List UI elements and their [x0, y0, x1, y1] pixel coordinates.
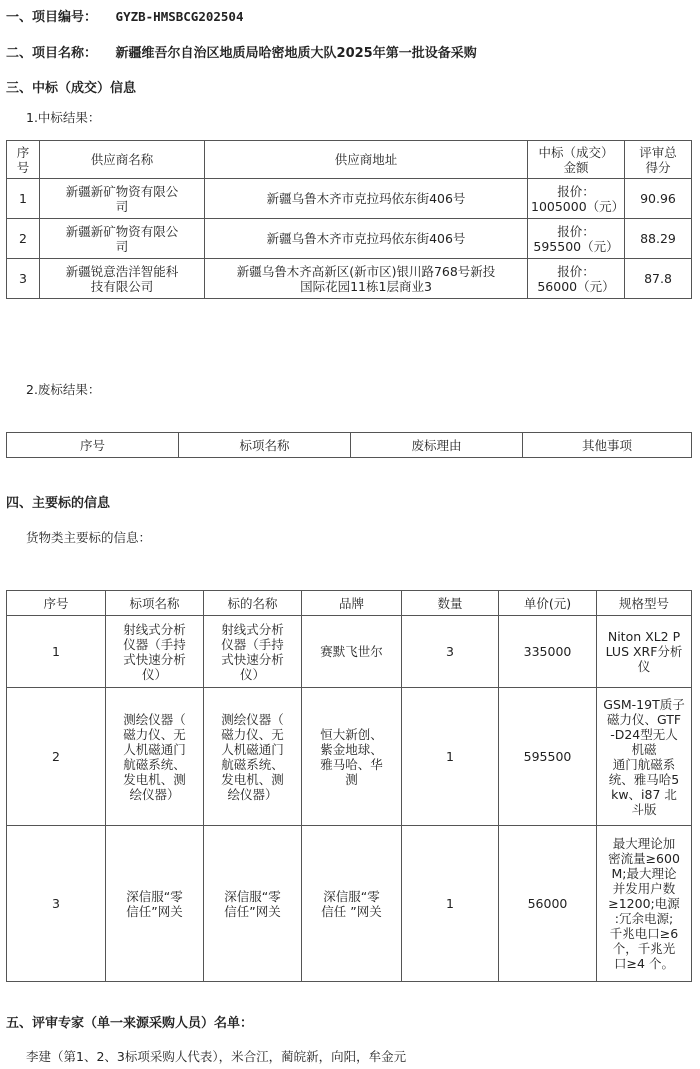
row-seq: 2	[7, 219, 40, 259]
winning-result-subtitle: 1.中标结果：	[26, 110, 101, 125]
header-qty: 数量	[402, 591, 499, 616]
row-seq: 1	[7, 616, 106, 688]
row-name: 深信服“零 信任”网关	[204, 826, 302, 982]
row-supplier: 新疆锐意浩洋智能科 技有限公司	[40, 259, 205, 299]
winning-table-header	[7, 141, 692, 179]
header-other: 其他事项	[523, 433, 692, 458]
row-amount: 报价： 1005000（元）	[528, 179, 625, 219]
row-name: 射线式分析 仪器（手持 式快速分析 仪）	[204, 616, 302, 688]
table-row	[7, 826, 692, 982]
failed-table	[6, 432, 692, 458]
header-seq: 序 号	[7, 141, 40, 179]
header-score: 评审总 得分	[625, 141, 692, 179]
row-price: 595500	[499, 688, 597, 826]
section4-title: 四、主要标的信息	[6, 496, 111, 511]
row-address: 新疆乌鲁木齐高新区(新市区)银川路768号新投 国际花园11栋1层商业3	[205, 259, 528, 299]
row-address: 新疆乌鲁木齐市克拉玛依东街406号	[205, 179, 528, 219]
header-item: 标项名称	[106, 591, 204, 616]
header-brand: 品牌	[302, 591, 402, 616]
table-row	[7, 688, 692, 826]
project-name-line	[6, 42, 477, 61]
goods-table	[6, 590, 692, 982]
table-row	[7, 259, 692, 299]
winning-table	[6, 140, 692, 299]
header-seq: 序号	[7, 591, 106, 616]
row-price: 335000	[499, 616, 597, 688]
header-name: 标的名称	[204, 591, 302, 616]
section3-title: 三、中标（成交）信息	[6, 81, 137, 96]
row-score: 90.96	[625, 179, 692, 219]
failed-table-header	[7, 433, 692, 458]
header-price: 单价(元)	[499, 591, 597, 616]
table-row	[7, 179, 692, 219]
row-brand: 深信服“零 信任 ”网关	[302, 826, 402, 982]
header-supplier: 供应商名称	[40, 141, 205, 179]
expert-names: 李建（第1、2、3标项采购人代表），米合江，蔺皖新，向阳，牟金元	[26, 1049, 407, 1064]
section5-title: 五、评审专家（单一来源采购人员）名单：	[6, 1016, 254, 1031]
row-spec: GSM-19T质子 磁力仪、GTF -D24型无人 机磁 通门航磁系 统、雅马哈5 kw、i87 北 斗版	[597, 688, 692, 826]
row-spec: 最大理论加 密流量≥600 M;最大理论 并发用户数 ≥1200;电源 :冗余电源; 千兆电口≥6 个，千兆光 口≥4 个。	[597, 826, 692, 982]
row-item: 射线式分析 仪器（手持 式快速分析 仪）	[106, 616, 204, 688]
header-spec: 规格型号	[597, 591, 692, 616]
row-score: 87.8	[625, 259, 692, 299]
project-name-value: 新疆维吾尔自治区地质局哈密地质大队2025年第一批设备采购	[115, 46, 477, 61]
row-qty: 3	[402, 616, 499, 688]
row-qty: 1	[402, 826, 499, 982]
header-amount: 中标（成交） 金额	[528, 141, 625, 179]
table-row	[7, 616, 692, 688]
header-reason: 废标理由	[351, 433, 523, 458]
row-qty: 1	[402, 688, 499, 826]
row-seq: 2	[7, 688, 106, 826]
row-price: 56000	[499, 826, 597, 982]
row-supplier: 新疆新矿物资有限公 司	[40, 219, 205, 259]
row-amount: 报价： 56000（元）	[528, 259, 625, 299]
row-amount: 报价： 595500（元）	[528, 219, 625, 259]
row-seq: 1	[7, 179, 40, 219]
row-seq: 3	[7, 259, 40, 299]
row-address: 新疆乌鲁木齐市克拉玛依东街406号	[205, 219, 528, 259]
goods-table-header	[7, 591, 692, 616]
row-item: 深信服“零 信任”网关	[106, 826, 204, 982]
row-brand: 赛默飞世尔	[302, 616, 402, 688]
header-item: 标项名称	[179, 433, 351, 458]
row-name: 测绘仪器（ 磁力仪、无 人机磁通门 航磁系统、 发电机、测 绘仪器）	[204, 688, 302, 826]
row-brand: 恒大新创、 紫金地球、 雅马哈、华 测	[302, 688, 402, 826]
project-number-label: 一、项目编号：	[6, 10, 98, 25]
row-score: 88.29	[625, 219, 692, 259]
row-supplier: 新疆新矿物资有限公 司	[40, 179, 205, 219]
project-number-value: GYZB-HMSBCG202504	[115, 9, 244, 24]
row-spec: Niton XL2 P LUS XRF分析 仪	[597, 616, 692, 688]
header-seq: 序号	[7, 433, 179, 458]
project-number-line	[6, 6, 243, 25]
project-name-label: 二、项目名称：	[6, 46, 98, 61]
row-seq: 3	[7, 826, 106, 982]
row-item: 测绘仪器（ 磁力仪、无 人机磁通门 航磁系统、 发电机、测 绘仪器）	[106, 688, 204, 826]
table-row	[7, 219, 692, 259]
failed-result-subtitle: 2.废标结果：	[26, 382, 101, 397]
header-address: 供应商地址	[205, 141, 528, 179]
goods-subtitle: 货物类主要标的信息：	[26, 530, 152, 545]
